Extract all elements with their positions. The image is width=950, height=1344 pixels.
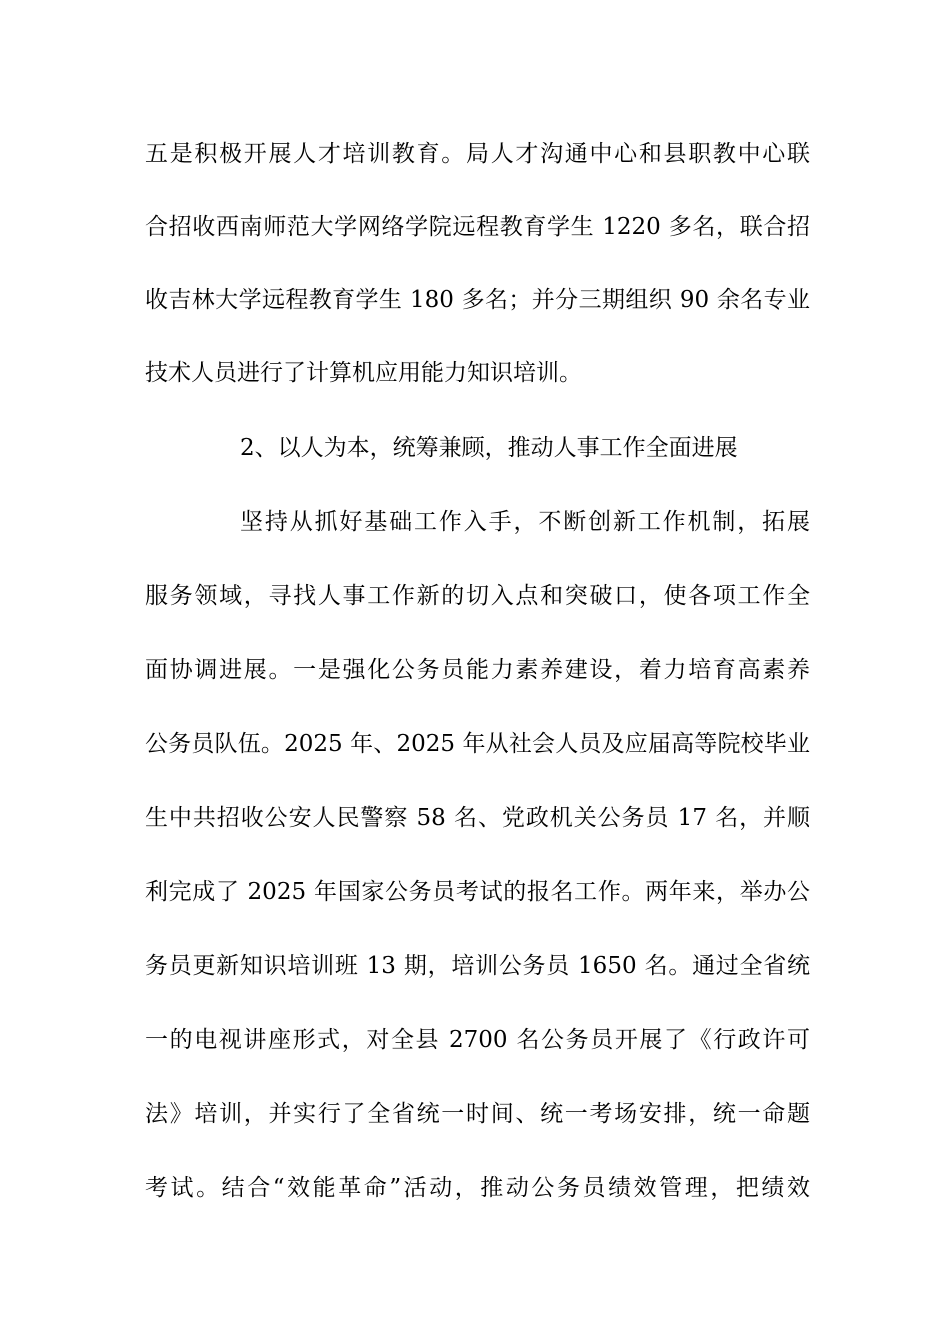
paragraph-line: 坚持从抓好基础工作入手，不断创新工作机制，拓展: [240, 509, 810, 535]
paragraph-line: 收吉林大学远程教育学生 180 多名；并分三期组织 90 余名专业: [145, 287, 810, 313]
paragraph-line: 服务领域，寻找人事工作新的切入点和突破口，使各项工作全: [145, 583, 810, 609]
paragraph-line: 一的电视讲座形式，对全县 2700 名公务员开展了《行政许可: [145, 1027, 810, 1053]
paragraph-line: 面协调进展。一是强化公务员能力素养建设，着力培育高素养: [145, 657, 810, 683]
paragraph-line: 利完成了 2025 年国家公务员考试的报名工作。两年来，举办公: [145, 879, 810, 905]
paragraph-line: 合招收西南师范大学网络学院远程教育学生 1220 多名，联合招: [145, 214, 810, 240]
paragraph-line: 五是积极开展人才培训教育。局人才沟通中心和县职教中心联: [145, 141, 810, 167]
paragraph-line: 技术人员进行了计算机应用能力知识培训。: [145, 360, 582, 386]
paragraph-line: 生中共招收公安人民警察 58 名、党政机关公务员 17 名，并顺: [145, 805, 810, 831]
paragraph-line: 公务员队伍。2025 年、2025 年从社会人员及应届高等院校毕业: [145, 731, 810, 757]
paragraph-line: 务员更新知识培训班 13 期，培训公务员 1650 名。通过全省统: [145, 953, 810, 979]
section-heading: 2、以人为本，统筹兼顾，推动人事工作全面进展: [240, 435, 738, 461]
paragraph-line: 考试。结合“效能革命”活动，推动公务员绩效管理，把绩效: [145, 1175, 810, 1201]
paragraph-line: 法》培训，并实行了全省统一时间、统一考场安排，统一命题: [145, 1101, 810, 1127]
